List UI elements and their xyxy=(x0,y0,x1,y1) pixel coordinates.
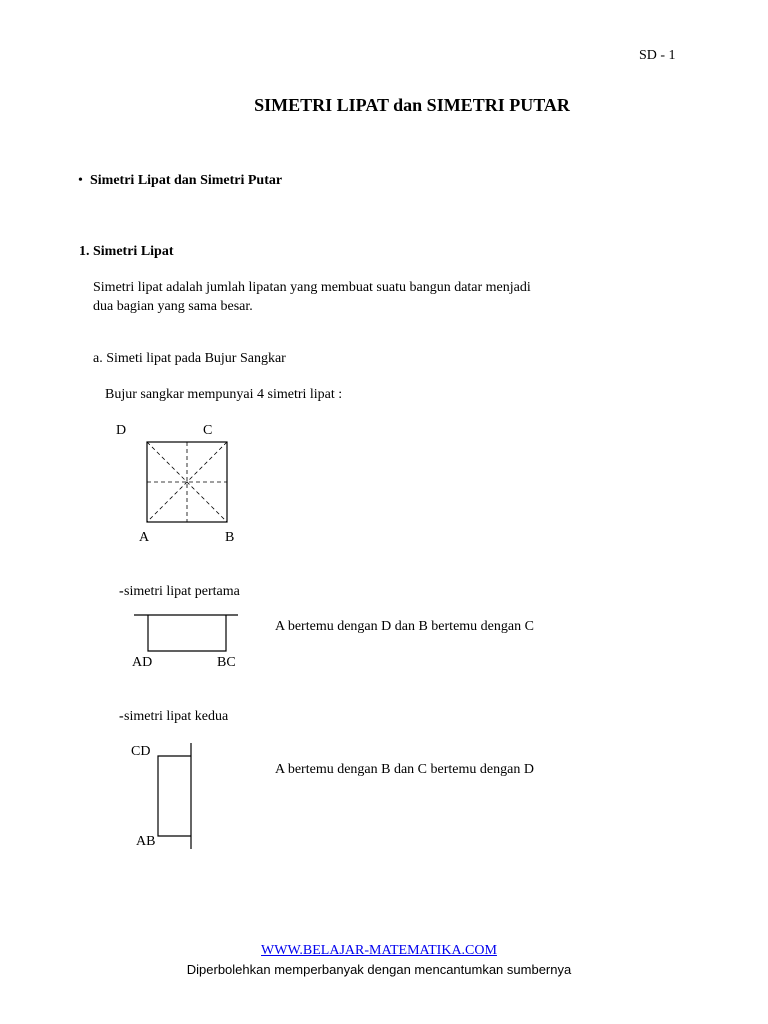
definition-line-1: Simetri lipat adalah jumlah lipatan yang membuat suatu bangun datar menjadi xyxy=(93,280,531,295)
fold2-dash: - xyxy=(119,709,124,724)
fold1-description: A bertemu dengan D dan B bertemu dengan C xyxy=(275,619,534,634)
fold2-description: A bertemu dengan B dan C bertemu dengan D xyxy=(275,762,534,777)
fold2-label: simetri lipat kedua xyxy=(124,709,229,724)
label-b: B xyxy=(225,530,235,545)
fold2-diagram xyxy=(156,743,196,851)
footer-note: Diperbolehkan memperbanyak dengan mencantumkan sumbernya xyxy=(186,962,572,977)
page-title: SIMETRI LIPAT dan SIMETRI PUTAR xyxy=(254,95,570,115)
fold1-diagram xyxy=(134,613,240,653)
fold1-label: simetri lipat pertama xyxy=(124,584,240,599)
fold1-right-label: BC xyxy=(217,655,236,670)
section-heading: 1. Simetri Lipat xyxy=(79,244,174,259)
square-intro: Bujur sangkar mempunyai 4 simetri lipat : xyxy=(105,387,343,402)
definition-line-2: dua bagian yang sama besar. xyxy=(93,299,253,314)
label-d: D xyxy=(116,423,127,438)
fold1-shape xyxy=(148,615,226,651)
label-c: C xyxy=(203,423,213,438)
fold2-bottom-label: AB xyxy=(136,834,156,849)
subsection-heading: a. Simeti lipat pada Bujur Sangkar xyxy=(93,351,286,366)
bullet-icon: • xyxy=(78,173,83,188)
page-number: SD - 1 xyxy=(639,48,676,63)
label-a: A xyxy=(139,530,150,545)
fold2-top-label: CD xyxy=(131,744,151,759)
bullet-heading: Simetri Lipat dan Simetri Putar xyxy=(90,173,283,188)
fold2-shape xyxy=(158,756,191,836)
fold1-dash: - xyxy=(119,584,124,599)
fold1-left-label: AD xyxy=(132,655,153,670)
footer-link[interactable]: WWW.BELAJAR-MATEMATIKA.COM xyxy=(261,943,497,958)
square-diagram xyxy=(146,441,228,523)
